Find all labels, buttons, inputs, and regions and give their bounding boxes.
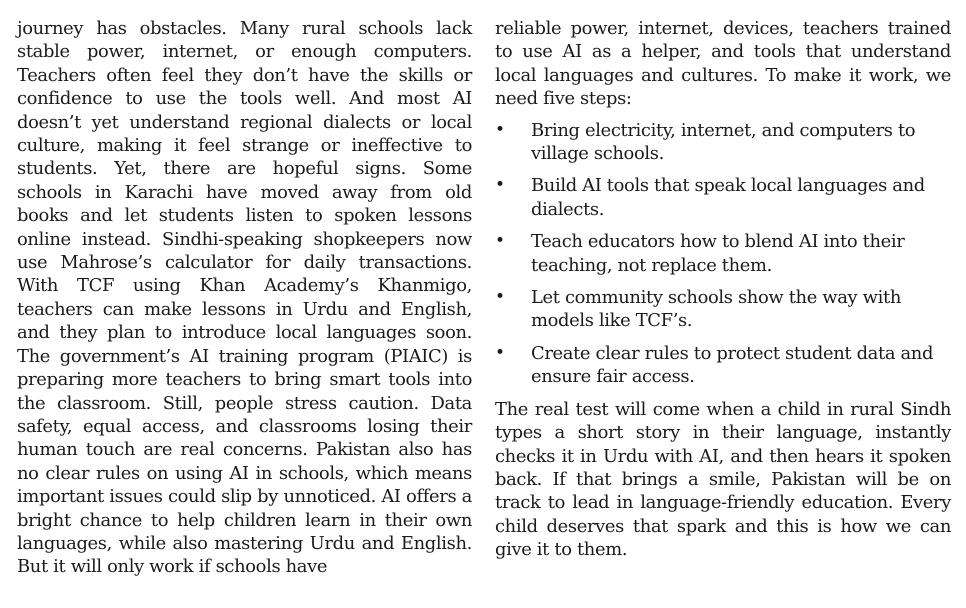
bullet-icon: • (495, 119, 505, 140)
intro-paragraph: reliable power, internet, devices, teachers trained to use AI as a helper, and tools that understand local languages and cultures. To make it work, we need five steps: (495, 18, 951, 110)
closing-paragraph: The real test will come when a child in rural Sindh types a short story in their language, instantly checks it in Urdu with AI, and then hears it spoken back. If that brings a smile, Pakistan will be on track to lead in language-friendly education. Every child deserves that spark and this is how we can give it to them. (495, 398, 951, 561)
step-text: Teach educators how to blend AI into their teaching, not replace them. (531, 231, 905, 276)
bullet-icon: • (495, 342, 505, 363)
bullet-icon: • (495, 287, 505, 308)
bullet-icon: • (495, 231, 505, 252)
step-text: Let community schools show the way with models like TCF’s. (531, 287, 902, 332)
step-text: Create clear rules to protect student data and ensure fair access. (531, 342, 934, 388)
steps-list (495, 119, 951, 389)
left-column (17, 17, 472, 579)
right-column (495, 17, 951, 562)
step-text: Bring electricity, internet, and computers to village schools. (531, 119, 916, 165)
list-item (495, 342, 951, 389)
list-item (495, 230, 951, 277)
step-text: Build AI tools that speak local languages and dialects. (531, 175, 925, 220)
bullet-icon: • (495, 175, 505, 196)
list-item (495, 119, 951, 166)
list-item (495, 286, 951, 333)
body-paragraph: journey has obstacles. Many rural schools lack stable power, internet, or enough computers. Teachers often feel they don’t have the skills or confidence to use the tools well. And most AI doesn’t yet understand regional dialects or local culture, making it feel strange or ineffective to students. Yet, there are hopeful signs. Some schools in Karachi have moved away from old books and let students listen to spoken lessons online instead. Sindhi-speaking shopkeepers now use Mahrose’s calculator for daily transactions. With TCF using Khan Academy’s Khanmigo, teachers can make lessons in Urdu and English, and they plan to introduce local languages soon. The government’s AI training program (PIAIC) is preparing more teachers to bring smart tools into the classroom. Still, people stress caution. Data safety, equal access, and classrooms losing their human touch are real concerns. Pakistan also has no clear rules on using AI in schools, which means important issues could slip by unnoticed. AI offers a bright chance to help children learn in their own languages, while also mastering Urdu and English. But it will only work if schools have (17, 18, 472, 578)
list-item (495, 174, 951, 221)
